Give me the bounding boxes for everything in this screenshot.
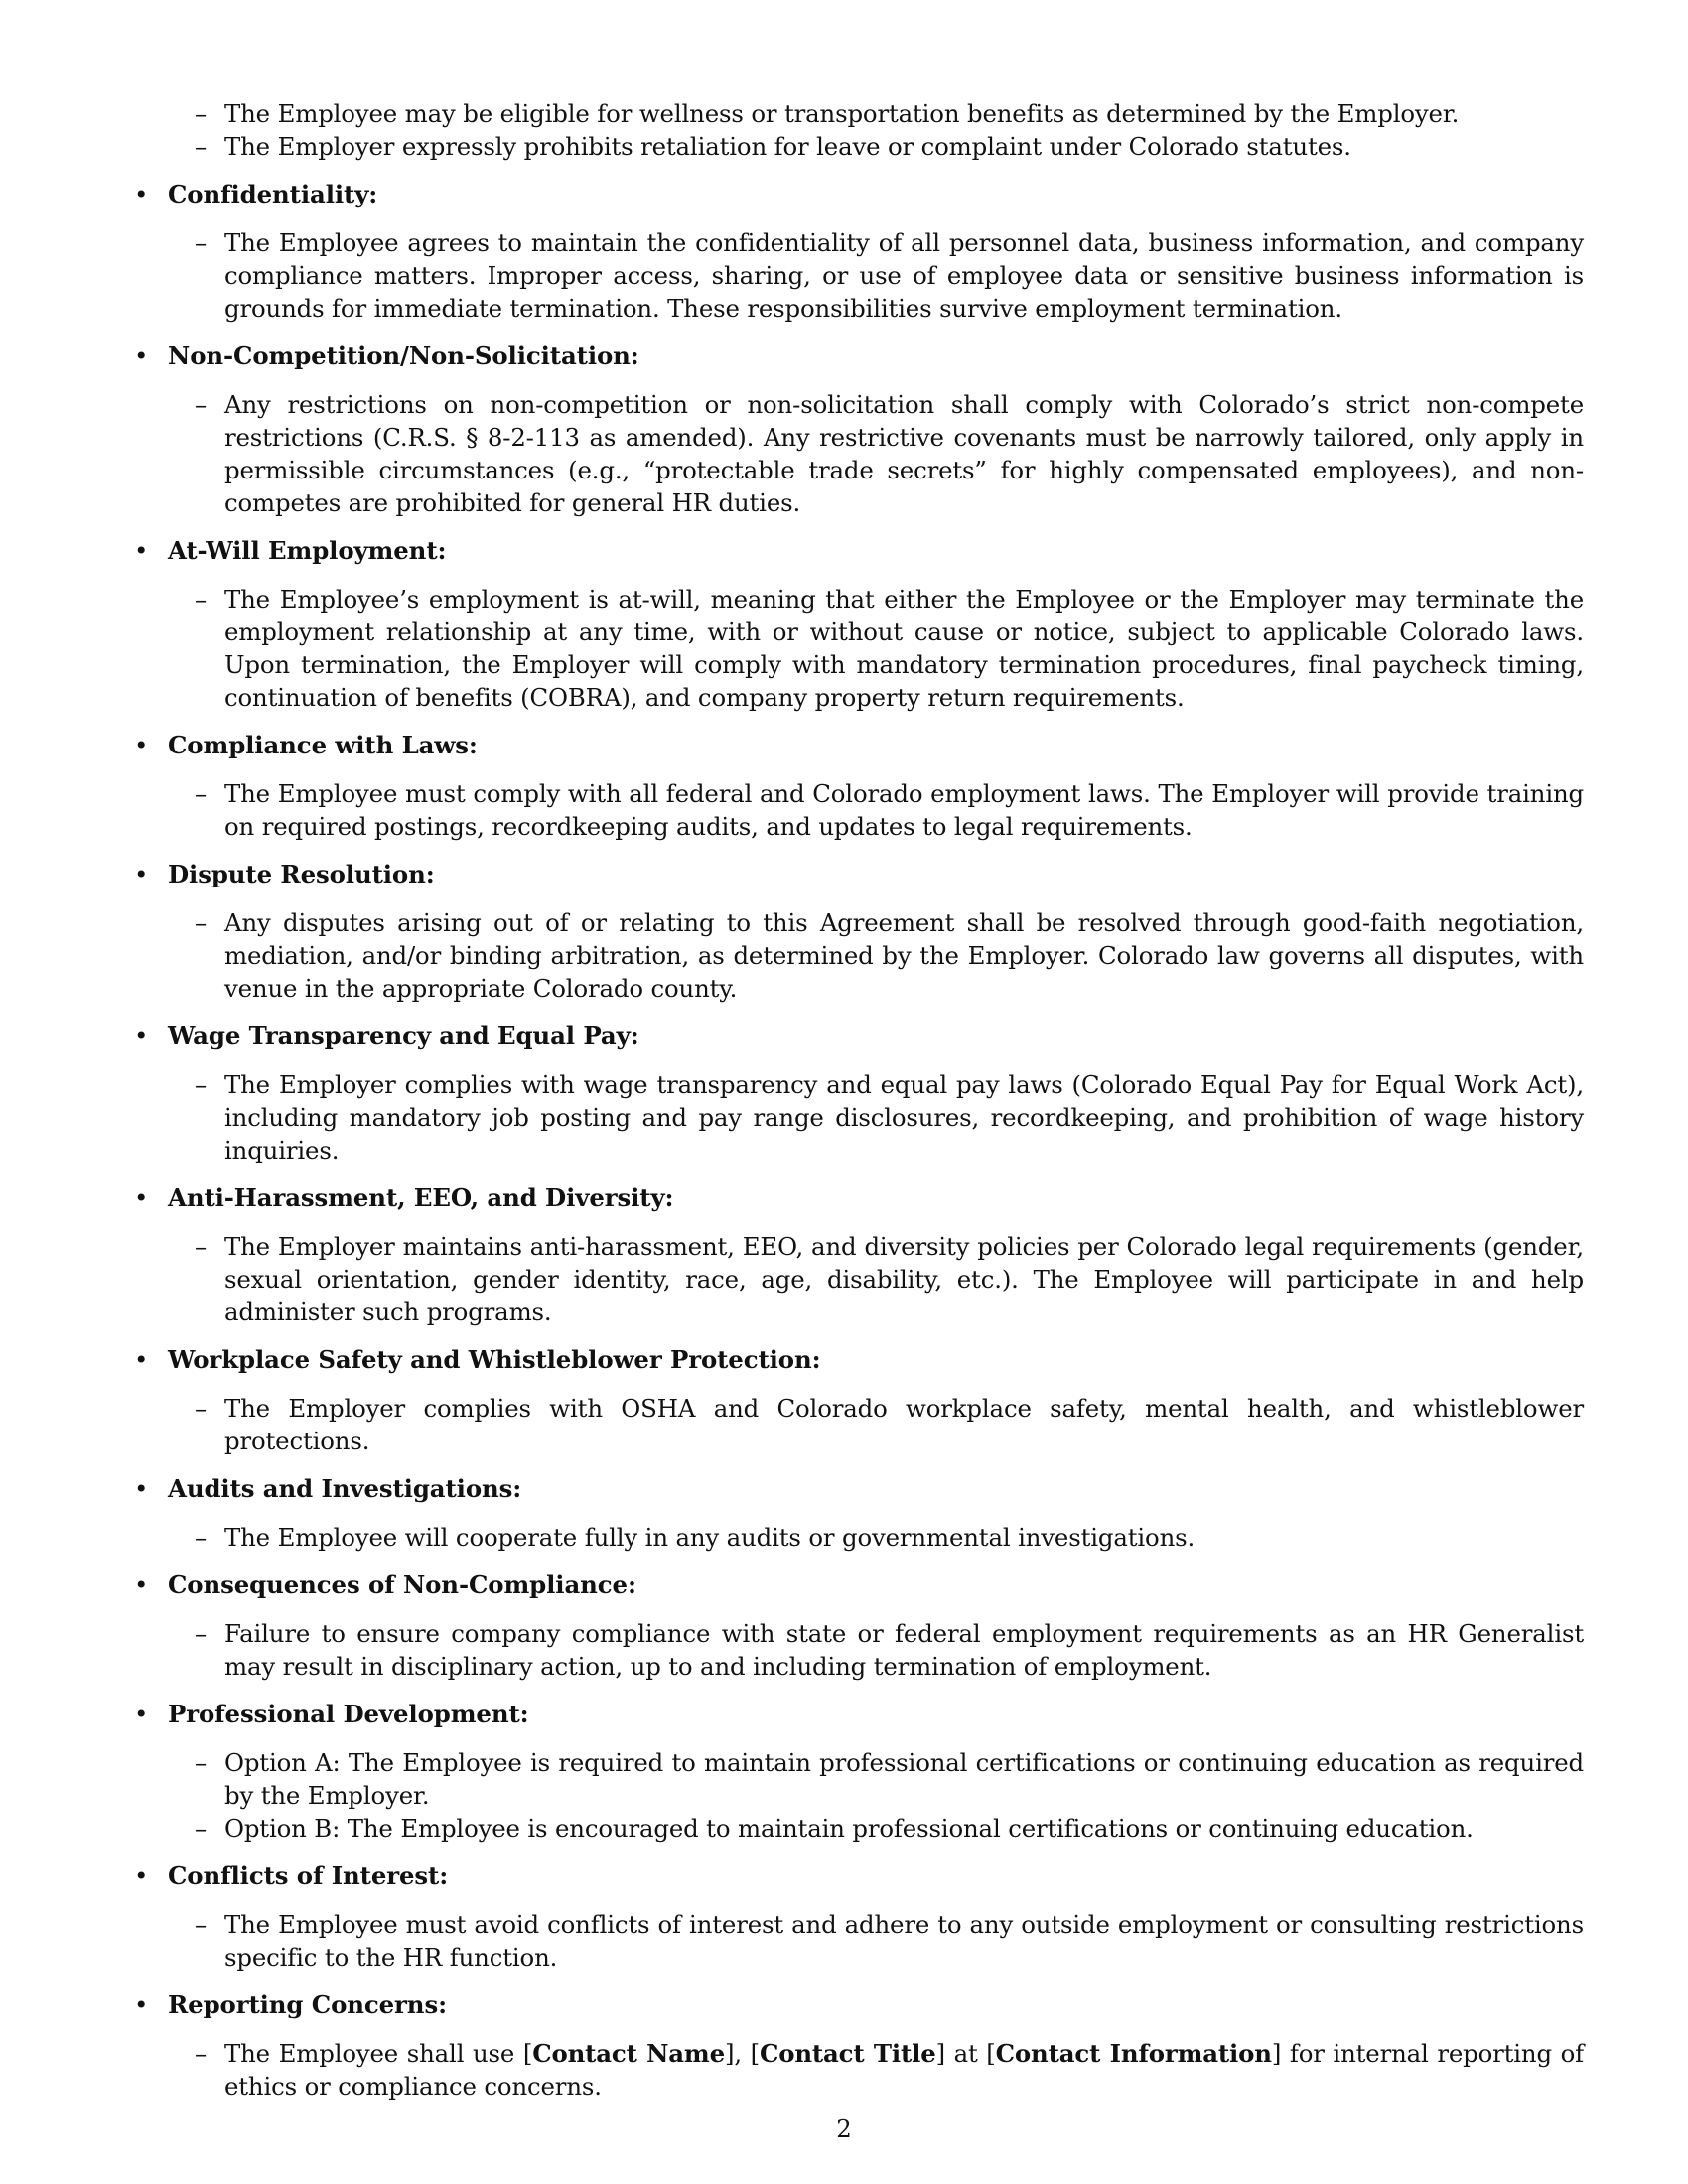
section-title: • Reporting Concerns: <box>168 1990 447 2019</box>
section-title: • Consequences of Non-Compliance: <box>168 1570 636 1599</box>
contact-information-placeholder: Contact Information <box>995 2039 1272 2068</box>
section-workplace-safety <box>134 1343 1584 1457</box>
section-title: • Dispute Resolution: <box>168 860 435 888</box>
sub-list <box>195 1521 1584 1554</box>
list-item: – Option B: The Employee is encouraged to maintain professional certifications or continuing education. <box>195 1812 1584 1844</box>
section-title: • Workplace Safety and Whistleblower Protection: <box>168 1345 821 1374</box>
section-audits <box>134 1472 1584 1554</box>
section-confidentiality <box>134 178 1584 325</box>
list-item: – Failure to ensure company compliance with state or federal employment requirements as an HR Generalist may result in disciplinary action, up to and including termination of employment. <box>195 1617 1584 1683</box>
section-dispute-resolution <box>134 858 1584 1005</box>
section-title: • Audits and Investigations: <box>168 1474 522 1503</box>
reporting-separator: ], [ <box>724 2039 760 2068</box>
contact-title-placeholder: Contact Title <box>759 2039 936 2068</box>
section-title: • Anti-Harassment, EEO, and Diversity: <box>168 1183 674 1212</box>
list-item: – The Employer complies with wage transparency and equal pay laws (Colorado Equal Pay for Equal Work Act), including mandatory job posting and pay range disclosures, recordkeeping, and prohibition of wage history inquiries. <box>195 1068 1584 1166</box>
section-title: • Compliance with Laws: <box>168 731 478 759</box>
list-item: – The Employee may be eligible for wellness or transportation benefits as determined by the Employer. <box>195 97 1584 130</box>
sub-list <box>195 1230 1584 1328</box>
page-content <box>134 97 1584 2117</box>
section-title: • At-Will Employment: <box>168 536 447 565</box>
list-item: – Any disputes arising out of or relating to this Agreement shall be resolved through good-faith negotiation, mediation, and/or binding arbitration, as determined by the Employer. Colorado law governs all disputes, with venue in the appropriate Colorado county. <box>195 906 1584 1005</box>
list-item: – The Employee must comply with all federal and Colorado employment laws. The Employer will provide training on required postings, recordkeeping audits, and updates to legal requirements. <box>195 777 1584 843</box>
sub-list <box>195 777 1584 843</box>
section-title: • Wage Transparency and Equal Pay: <box>168 1022 639 1050</box>
section-title: • Non-Competition/Non-Solicitation: <box>168 341 639 370</box>
list-item <box>195 2037 1584 2103</box>
sub-list <box>195 388 1584 519</box>
continued-dash-list <box>195 97 1584 163</box>
section-list <box>134 178 1584 2103</box>
section-anti-harassment <box>134 1181 1584 1328</box>
sub-list <box>195 1392 1584 1457</box>
section-title: • Professional Development: <box>168 1700 529 1728</box>
sub-list <box>195 2037 1584 2103</box>
list-item: – The Employee’s employment is at-will, meaning that either the Employee or the Employer may terminate the employment relationship at any time, with or without cause or notice, subject to applicable Colorado laws. Upon termination, the Employer will comply with mandatory termination procedures, final paycheck timing, continuation of benefits (COBRA), and company property return requirements. <box>195 583 1584 714</box>
reporting-suffix: ] for internal reporting of ethics or compliance concerns. <box>224 2039 1585 2101</box>
section-reporting-concerns <box>134 1988 1584 2103</box>
section-title: • Confidentiality: <box>168 180 378 208</box>
sub-list <box>195 583 1584 714</box>
list-item: – The Employer expressly prohibits retaliation for leave or complaint under Colorado statutes. <box>195 130 1584 163</box>
contact-name-placeholder: Contact Name <box>532 2039 725 2068</box>
sub-list <box>195 1068 1584 1166</box>
list-item: – Option A: The Employee is required to maintain professional certifications or continuing education as required by the Employer. <box>195 1746 1584 1812</box>
sub-list <box>195 1746 1584 1844</box>
section-non-competition <box>134 340 1584 519</box>
section-conflicts-of-interest <box>134 1859 1584 1974</box>
section-title: • Conflicts of Interest: <box>168 1861 449 1890</box>
reporting-prefix: The Employee shall use [ <box>224 2039 533 2068</box>
page-number: 2 <box>836 2115 852 2143</box>
list-item: – Any restrictions on non-competition or non-solicitation shall comply with Colorado’s strict non-compete restrictions (C.R.S. § 8-2-113 as amended). Any restrictive covenants must be narrowly tailored, only apply in permissible circumstances (e.g., “protectable trade secrets” for highly compensated employees), and non-competes are prohibited for general HR duties. <box>195 388 1584 519</box>
sub-list <box>195 1908 1584 1974</box>
sub-list <box>195 906 1584 1005</box>
section-wage-transparency <box>134 1020 1584 1166</box>
list-item: – The Employee will cooperate fully in any audits or governmental investigations. <box>195 1521 1584 1554</box>
list-item: – The Employer maintains anti-harassment, EEO, and diversity policies per Colorado legal requirements (gender, sexual orientation, gender identity, race, age, disability, etc.). The Employee will participate in and help administer such programs. <box>195 1230 1584 1328</box>
sub-list <box>195 1617 1584 1683</box>
reporting-separator: ] at [ <box>935 2039 996 2068</box>
section-professional-development <box>134 1698 1584 1844</box>
list-item: – The Employee must avoid conflicts of interest and adhere to any outside employment or consulting restrictions specific to the HR function. <box>195 1908 1584 1974</box>
list-item: – The Employee agrees to maintain the confidentiality of all personnel data, business information, and company compliance matters. Improper access, sharing, or use of employee data or sensitive business information is grounds for immediate termination. These responsibilities survive employment termination. <box>195 226 1584 325</box>
list-item: – The Employer complies with OSHA and Colorado workplace safety, mental health, and whistleblower protections. <box>195 1392 1584 1457</box>
section-at-will <box>134 534 1584 714</box>
sub-list <box>195 226 1584 325</box>
section-compliance-laws <box>134 729 1584 843</box>
section-consequences <box>134 1569 1584 1683</box>
